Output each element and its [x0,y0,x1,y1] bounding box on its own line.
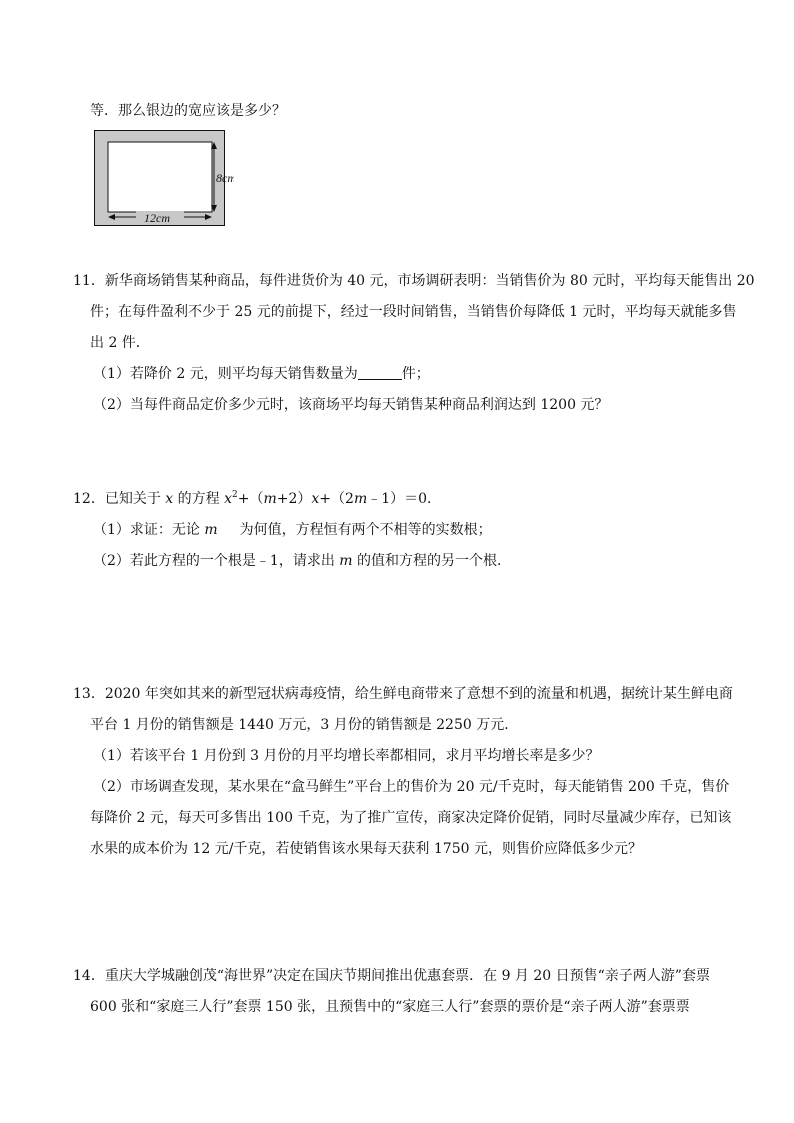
q13-part-2-line-3: 水果的成本价为 12 元/千克，若使销售该水果每天获利 1750 元，则售价应降低多少元？ [90,841,642,857]
q14-line-2: 600 张和“家庭三人行”套票 150 张，且预售中的“家庭三人行”套票的票价是“亲子两人游”套票票 [90,999,690,1015]
frame-figure [94,130,234,234]
q12-part-1: （1）求证：无论 m 为何值，方程恒有两个不相等的实数根； [93,522,492,538]
q11-part-1: （1）若降价 2 元，则平均每天销售数量为 件； [93,366,430,382]
q13-part-2-line-2: 每降价 2 元，每天可多售出 100 千克，为了推广宣传，商家决定降价促销，同时尽量减少库存，已知该 [90,810,732,826]
frame-diagram [94,130,234,230]
width-label: 12cm [144,211,170,225]
q14-line-1: 14．重庆大学城融创茂“海世界”决定在国庆节期间推出优惠套票．在 9 月 20 日预售“亲子两人游”套票 [73,968,710,984]
q11-line-1: 11．新华商场销售某种商品，每件进货价为 40 元，市场调研表明：当销售价为 80 元时，平均每天能售出 20 [73,273,755,289]
q13-line-1: 13．2020 年突如其来的新型冠状病毒疫情，给生鲜电商带来了意想不到的流量和机遇，据统计某生鲜电商 [73,686,733,702]
question-fragment: 等．那么银边的宽应该是多少？ [90,103,286,119]
q11-line-2: 件；在每件盈利不少于 25 元的前提下，经过一段时间销售，当销售价每降低 1 元时，平均每天就能多售 [90,304,737,320]
picture-area [108,142,212,212]
q12-line-1: 12．已知关于 x 的方程 $x^2+(m+2)x+(2m﹣1)=0$． [73,490,442,507]
answer-blank[interactable] [358,365,402,380]
q13-part-2-line-1: （2）市场调查发现，某水果在“盒马鲜生”平台上的售价为 20 元/千克时，每天能销售 200 千克，售价 [93,779,730,795]
q13-line-2: 平台 1 月份的销售额是 1440 万元，3 月份的销售额是 2250 万元． [90,717,519,733]
height-label: 8cm [216,171,234,185]
q12-part-2: （2）若此方程的一个根是﹣1，请求出 m 的值和方程的另一个根． [93,553,512,569]
q11-part-2: （2）当每件商品定价多少元时，该商场平均每天销售某种商品利润达到 1200 元？ [93,397,609,413]
q13-part-1: （1）若该平台 1 月份到 3 月份的月平均增长率都相同，求月平均增长率是多少？ [93,748,600,764]
q11-line-3: 出 2 件． [90,335,150,351]
